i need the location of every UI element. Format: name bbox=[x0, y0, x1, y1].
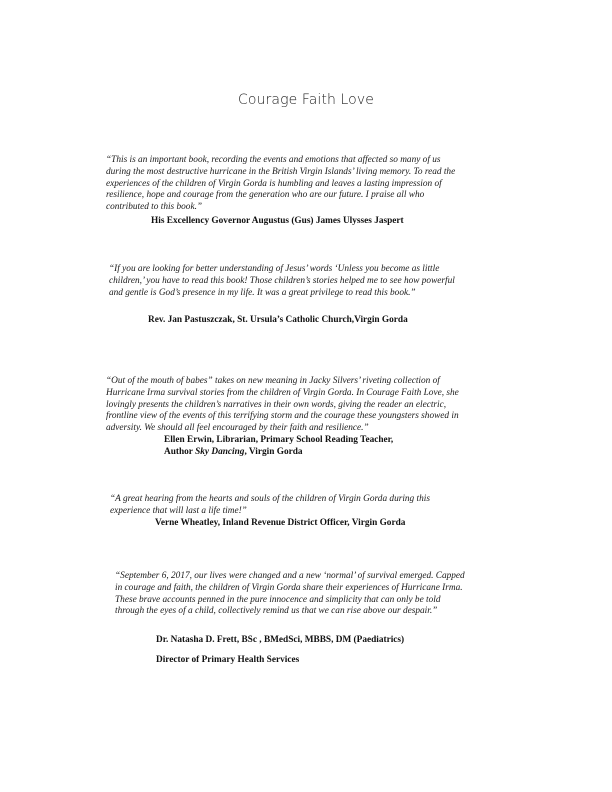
attribution-prefix: Author bbox=[164, 447, 196, 457]
book-title: Courage Faith Love bbox=[238, 92, 374, 108]
quote-doctor: “September 6, 2017, our lives were changed and a new ‘normal’ of survival emerged. Capped in courage and faith, the children of Virgin Gorda share their experiences of Hurricane Irma. These brave accounts penned in the pure innocence and simplicity that can only be told through the eyes of a child, collectively remind us that we can rise above our despair.” bbox=[115, 571, 465, 617]
attribution-governor: His Excellency Governor Augustus (Gus) James Ulysses Jaspert bbox=[151, 216, 404, 226]
quote-governor: “This is an important book, recording the events and emotions that affected so many of us during the most destructive hurricane in the British Virgin Islands’ living memory. To read the experiences of the children of Virgin Gorda is humbling and leaves a lasting impression of resilience, hope and courage from the generation who are our future. I praise all who contributed to this book.” bbox=[106, 155, 456, 213]
quote-revenue-officer: “A great hearing from the hearts and souls of the children of Virgin Gorda during this experience that will last a life time!” bbox=[110, 494, 430, 516]
attribution-librarian-line2 bbox=[164, 446, 303, 458]
attribution-reverend: Rev. Jan Pastuszczak, St. Ursula’s Catholic Church,Virgin Gorda bbox=[148, 315, 408, 325]
attribution-revenue-officer: Verne Wheatley, Inland Revenue District Officer, Virgin Gorda bbox=[155, 518, 406, 528]
book-title-sky-dancing: Sky Dancing bbox=[195, 447, 245, 457]
attribution-suffix: , Virgin Gorda bbox=[244, 447, 303, 457]
quote-librarian: “Out of the mouth of babes” takes on new meaning in Jacky Silvers’ riveting collection of Hurricane Irma survival stories from the children of Virgin Gorda. In Courage Faith Love, she lovingly presents the children’s narratives in their own words, giving the reader an electric, frontline view of the events of this terrifying storm and the courage these youngsters showed in adversity. We should all feel encouraged by their faith and resilience.” bbox=[106, 376, 459, 434]
attribution-librarian-line1: Ellen Erwin, Librarian, Primary School Reading Teacher, bbox=[164, 435, 394, 445]
attribution-doctor-line1: Dr. Natasha D. Frett, BSc , BMedSci, MBBS, DM (Paediatrics) bbox=[156, 635, 405, 645]
quote-reverend: “If you are looking for better understanding of Jesus’ words ‘Unless you become as little children,’ you have to read this book! Those children’s stories helped me to see how powerful and gentle is God’s presence in my life. It was a great privilege to read this book.” bbox=[109, 264, 455, 298]
attribution-doctor-line2: Director of Primary Health Services bbox=[156, 655, 300, 665]
